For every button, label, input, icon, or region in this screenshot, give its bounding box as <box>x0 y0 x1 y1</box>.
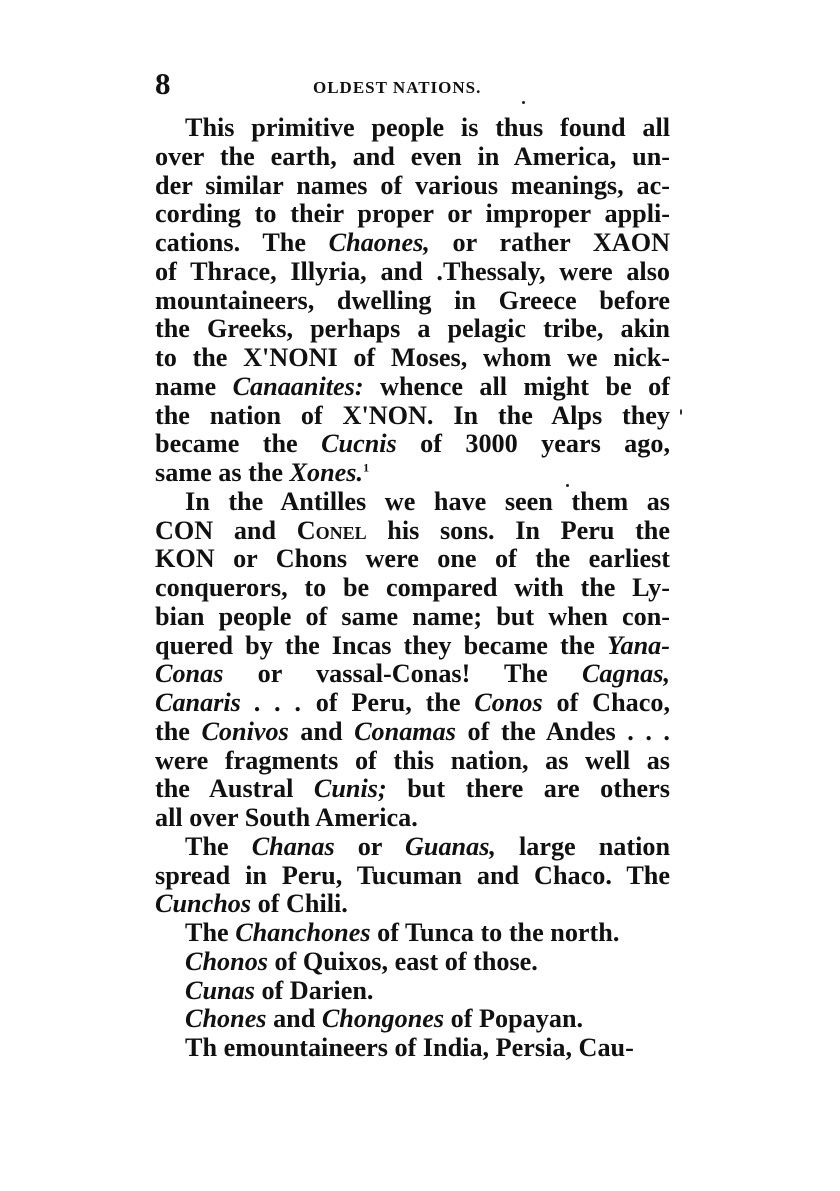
text-line: became the Cucnis of 3000 years ago, <box>155 429 670 459</box>
running-title: OLDEST NATIONS. <box>313 78 482 97</box>
text-line: conquerors, to be compared with the Ly- <box>155 573 670 602</box>
text-line: KON or Chons were one of the earliest <box>155 544 670 574</box>
text-line: spread in Peru, Tucuman and Chaco. The <box>155 860 670 890</box>
text-line: the Greeks, perhaps a pelagic tribe, akin <box>155 314 670 344</box>
body-text <box>155 114 670 1063</box>
text-line: were fragments of this nation, as well as <box>155 745 670 775</box>
text-line: quered by the Incas they became the Yana- <box>155 630 670 660</box>
text-line: bian people of same name; but when con- <box>155 601 670 631</box>
text-line: CON and Conel his sons. In Peru the <box>155 515 670 545</box>
text-line: Cunas of Darien. <box>185 975 374 1005</box>
footnote-marker: 1 <box>363 460 370 475</box>
text-line: Canaris . . . of Peru, the Conos of Chaco, <box>155 688 670 717</box>
text-line: Chonos of Quixos, east of those. <box>185 946 538 976</box>
text-line: all over South America. <box>155 803 418 832</box>
text-line: Cunchos of Chili. <box>155 889 348 919</box>
print-speck <box>680 409 682 415</box>
page-number: 8 <box>155 66 171 101</box>
text-line: the Conivos and Conamas of the Andes . . . <box>155 716 670 746</box>
text-line: name Canaanites: whence all might be of <box>155 371 670 401</box>
text-line: the Austral Cunis; but there are others <box>155 774 670 804</box>
text-line: same as the Xones.$^1$ <box>155 458 370 487</box>
page-header <box>155 62 670 102</box>
text-line: der similar names of various meanings, ac- <box>155 170 670 200</box>
text-line: to the X'NONI of Moses, whom we nick- <box>155 343 670 372</box>
text-line: Chones and Chongones of Popayan. <box>185 1004 584 1034</box>
text-line: cations. The Chaones, or rather XAON <box>155 228 671 257</box>
text-line: cording to their proper or improper appli- <box>155 199 670 229</box>
text-line: In the Antilles we have seen them as <box>185 486 670 516</box>
text-line: The Chanas or Guanas, large nation <box>185 831 671 861</box>
text-line: of Thrace, Illyria, and .Thessaly, were also <box>155 256 670 286</box>
text-line: Th emountaineers of India, Persia, Cau- <box>185 1033 634 1062</box>
text-line: The Chanchones of Tunca to the north. <box>185 918 620 947</box>
text-line: Conas or vassal-Conas! The Cagnas, <box>155 659 670 689</box>
text-line: This primitive people is thus found all <box>185 113 670 142</box>
text-line: the nation of X'NON. In the Alps they <box>155 400 670 430</box>
text-line: over the earth, and even in America, un- <box>155 141 670 171</box>
print-speck <box>522 101 525 104</box>
text-line: mountaineers, dwelling in Greece before <box>155 285 670 315</box>
